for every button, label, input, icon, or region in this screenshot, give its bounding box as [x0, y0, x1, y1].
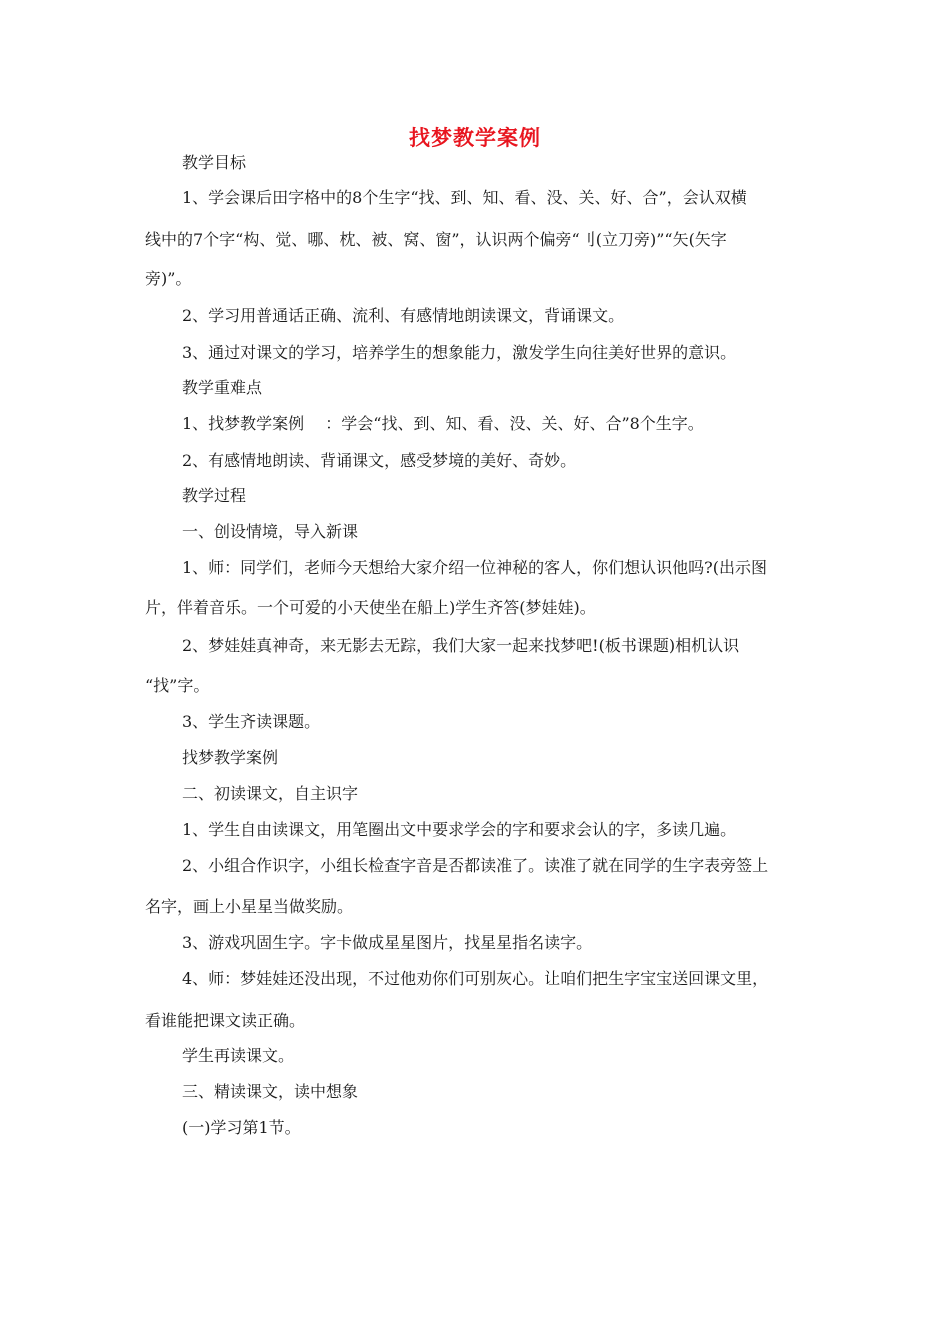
paragraph-line: 2、小组合作识字，小组长检查字音是否都读准了。读准了就在同学的生字表旁签上 — [182, 856, 769, 875]
paragraph-line: 2、学习用普通话正确、流利、有感情地朗读课文，背诵课文。 — [182, 306, 625, 325]
paragraph-line: 3、通过对课文的学习，培养学生的想象能力，激发学生向往美好世界的意识。 — [182, 343, 737, 362]
paragraph-line: 旁)”。 — [145, 269, 192, 288]
paragraph-line: 3、学生齐读课题。 — [182, 712, 321, 731]
paragraph-line: 2、有感情地朗读、背诵课文，感受梦境的美好、奇妙。 — [182, 451, 577, 470]
section-heading: 一、创设情境，导入新课 — [182, 522, 359, 541]
paragraph-line: 看谁能把课文读正确。 — [145, 1011, 306, 1030]
paragraph-line: 4、师：梦娃娃还没出现，不过他劝你们可别灰心。让咱们把生字宝宝送回课文里， — [182, 969, 769, 988]
section-heading: 三、精读课文，读中想象 — [182, 1082, 359, 1101]
document-title: 找梦教学案例 — [409, 126, 541, 150]
paragraph-line: 1、找梦教学案例 ：学会“找、到、知、看、没、关、好、合”8个生字。 — [182, 414, 704, 433]
paragraph-line: 名字，画上小星星当做奖励。 — [145, 897, 354, 916]
heading-objectives: 教学目标 — [182, 153, 247, 172]
paragraph-line: “找”字。 — [145, 676, 210, 695]
paragraph-line: (一)学习第1节。 — [182, 1118, 301, 1137]
paragraph-line: 3、游戏巩固生字。字卡做成星星图片，找星星指名读字。 — [182, 933, 593, 952]
heading-key-points: 教学重难点 — [182, 378, 263, 397]
section-heading: 二、初读课文，自主识字 — [182, 784, 359, 803]
paragraph-line: 2、梦娃娃真神奇，来无影去无踪，我们大家一起来找梦吧!(板书课题)相机认识 — [182, 636, 740, 655]
paragraph-line: 1、学生自由读课文，用笔圈出文中要求学会的字和要求会认的字，多读几遍。 — [182, 820, 737, 839]
heading-process: 教学过程 — [182, 486, 247, 505]
paragraph-line: 1、学会课后田字格中的8个生字“找、到、知、看、没、关、好、合”，会认双横 — [182, 188, 747, 207]
paragraph-line: 片，伴着音乐。一个可爱的小天使坐在船上)学生齐答(梦娃娃)。 — [145, 598, 596, 617]
paragraph-line: 1、师：同学们，老师今天想给大家介绍一位神秘的客人，你们想认识他吗?(出示图 — [182, 558, 768, 577]
paragraph-line: 找梦教学案例 — [182, 748, 279, 767]
paragraph-line: 线中的7个字“构、觉、哪、枕、被、窝、窗”，认识两个偏旁“刂(立刀旁)”“矢(矢字 — [145, 230, 727, 249]
paragraph-line: 学生再读课文。 — [182, 1046, 295, 1065]
